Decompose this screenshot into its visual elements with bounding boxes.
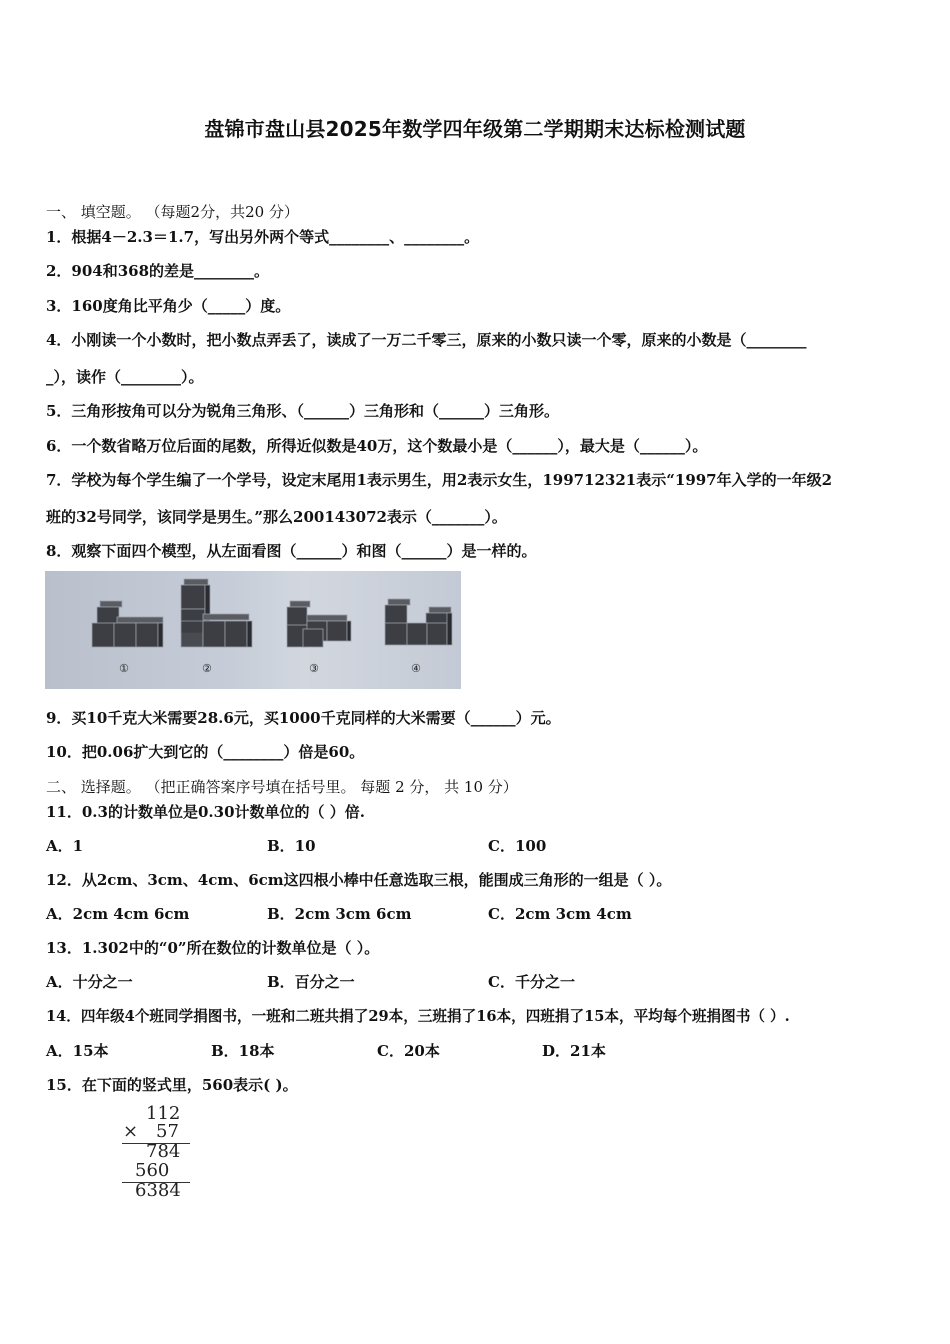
question-4-line2: _），读作（________）。 (46, 368, 204, 386)
model-3-label: ③ (309, 662, 319, 675)
question-11: 11．0.3的计数单位是0.30计数单位的（ ）倍. (46, 803, 365, 821)
multiply-sign: × (123, 1121, 139, 1142)
question-13: 13．1.302中的“0”所在数位的计数单位是（ ）。 (46, 939, 380, 957)
model-4-label: ④ (411, 662, 421, 675)
question-6: 6．一个数省略万位后面的尾数，所得近似数是40万，这个数最小是（______），最大是（______）。 (46, 437, 708, 455)
model-2 (181, 579, 252, 675)
model-3 (287, 601, 351, 675)
question-3: 3．160度角比平角少（_____）度。 (46, 297, 291, 315)
question-7-line1: 7．学校为每个学生编了一个学号，设定末尾用1表示男生，用2表示女生，199712321表示“1997年入学的一年级2 (46, 471, 833, 489)
question-15: 15．在下面的竖式里，560表示( )。 (46, 1076, 298, 1094)
cube-models-figure (45, 571, 461, 689)
question-14: 14．四年级4个班同学捐图书，一班和二班共捐了29本，三班捐了16本，四班捐了15本，平均每个班捐图书（ ）. (46, 1008, 790, 1025)
cube-models-svg (45, 571, 461, 689)
q11-option-a: A．1 (46, 837, 84, 855)
q14-option-d: D．21本 (542, 1042, 606, 1060)
q12-option-b: B．2cm 3cm 6cm (267, 905, 412, 923)
section-choice: 二、 选择题。 （把正确答案序号填在括号里。 每题 2 分， 共 10 分） (46, 778, 518, 796)
q11-option-b: B．10 (267, 837, 316, 855)
question-8: 8．观察下面四个模型，从左面看图（______）和图（______）是一样的。 (46, 542, 537, 560)
q11-option-c: C．100 (488, 837, 547, 855)
section-fill-in: 一、 填空题。 （每题2分，共20 分） (46, 203, 299, 221)
question-9: 9．买10千克大米需要28.6元，买1000千克同样的大米需要（______）元。 (46, 709, 561, 727)
model-4 (385, 599, 452, 675)
model-1 (92, 601, 163, 675)
multiplier: 57 (156, 1121, 179, 1142)
product-result: 6384 (135, 1180, 181, 1201)
q14-option-c: C．20本 (377, 1042, 440, 1060)
vertical-multiplication (120, 1103, 200, 1203)
partial-product-2: 560 (135, 1160, 170, 1181)
multiplicand: 112 (146, 1103, 181, 1124)
model-1-label: ① (119, 662, 129, 675)
question-7-line2: 班的32号同学，该同学是男生。”那么200143072表示（_______）。 (46, 508, 507, 526)
question-10: 10．把0.06扩大到它的（________）倍是60。 (46, 743, 365, 761)
q13-option-a: A．十分之一 (46, 973, 133, 991)
q14-option-a: A．15本 (46, 1042, 109, 1060)
q13-option-c: C．千分之一 (488, 973, 575, 991)
q12-option-c: C．2cm 3cm 4cm (488, 905, 632, 923)
question-12: 12．从2cm、3cm、4cm、6cm这四根小棒中任意选取三根，能围成三角形的一组是（ ）。 (46, 871, 672, 889)
question-5: 5．三角形按角可以分为锐角三角形、（______）三角形和（______）三角形。 (46, 402, 559, 420)
model-2-label: ② (202, 662, 212, 675)
partial-product-1: 784 (146, 1141, 181, 1162)
question-4-line1: 4．小刚读一个小数时，把小数点弄丢了，读成了一万二千零三，原来的小数只读一个零，原来的小数是（________ (46, 331, 807, 349)
page-title: 盘锦市盘山县2025年数学四年级第二学期期末达标检测试题 (204, 117, 746, 141)
q12-option-a: A．2cm 4cm 6cm (46, 905, 190, 923)
question-2: 2．904和368的差是________。 (46, 262, 270, 280)
question-1: 1．根据4－2.3＝1.7，写出另外两个等式________、________。 (46, 228, 480, 246)
q13-option-b: B．百分之一 (267, 973, 355, 991)
q14-option-b: B．18本 (211, 1042, 275, 1060)
